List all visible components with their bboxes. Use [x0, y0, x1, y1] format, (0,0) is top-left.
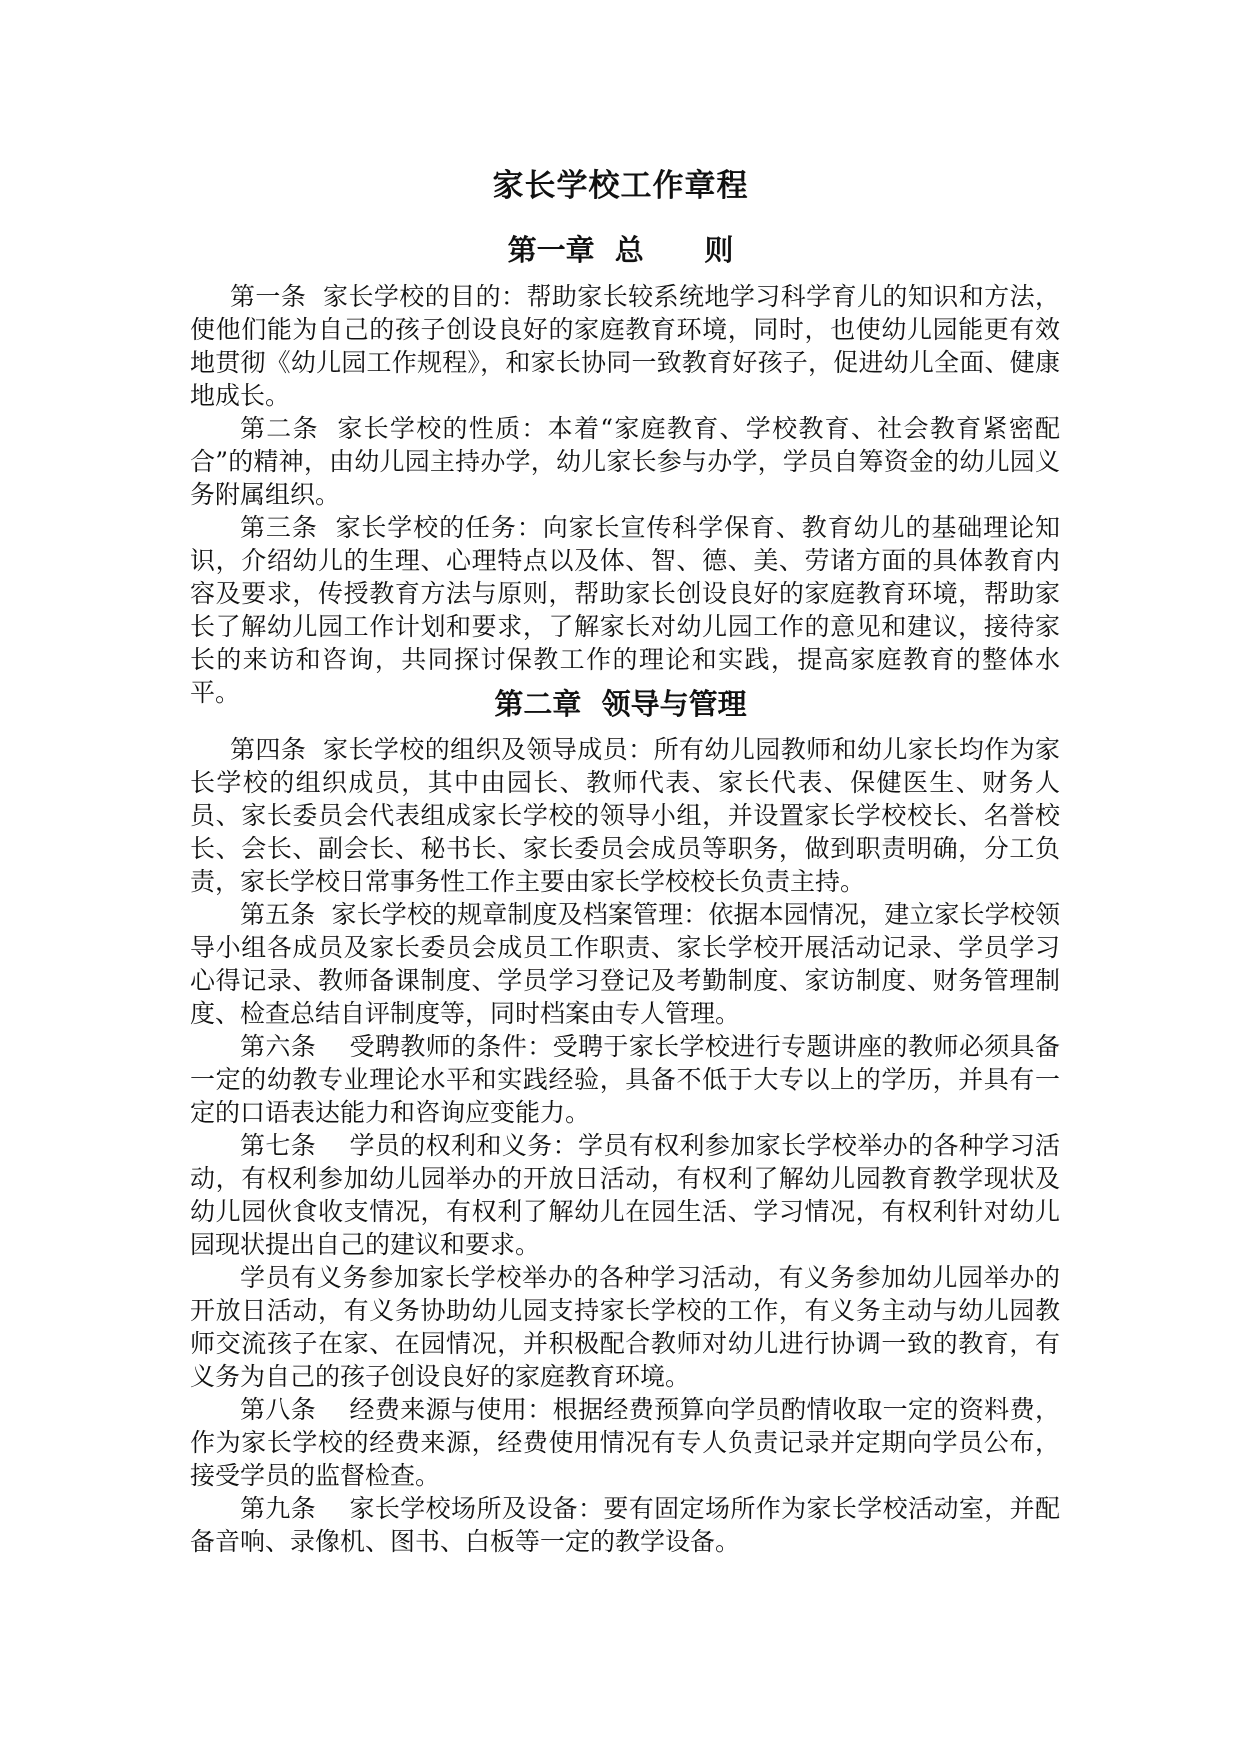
article-7-obligations-paragraph: 学员有义务参加家长学校举办的各种学习活动，有义务参加幼儿园举办的开放日活动，有义务协助幼儿园支持家长学校的工作，有义务主动与幼儿园教师交流孩子在家、在园情况，并积极配合教师对幼儿进行协调一致的教育，有义务为自己的孩子创设良好的家庭教育环境。 — [190, 1263, 1060, 1391]
article-9-paragraph: 第九条 家长学校场所及设备：要有固定场所作为家长学校活动室，并配备音响、录像机、图书、白板等一定的教学设备。 — [190, 1494, 1060, 1556]
article-1-paragraph: 第一条 家长学校的目的：帮助家长较系统地学习科学育儿的知识和方法，使他们能为自己的孩子创设良好的家庭教育环境，同时，也使幼儿园能更有效地贯彻《幼儿园工作规程》，和家长协同一致教育好孩子，促进幼儿全面、健康地成长。 — [190, 282, 1060, 410]
article-2-paragraph: 第二条 家长学校的性质：本着“家庭教育、学校教育、社会教育紧密配合”的精神，由幼儿园主持办学，幼儿家长参与办学，学员自筹资金的幼儿园义务附属组织。 — [190, 414, 1060, 509]
chapter-1-heading: 第一章 总 则 — [507, 233, 734, 267]
chapter-2-heading: 第二章 领导与管理 — [494, 687, 747, 721]
article-4-paragraph: 第四条 家长学校的组织及领导成员：所有幼儿园教师和幼儿家长均作为家长学校的组织成员，其中由园长、教师代表、家长代表、保健医生、财务人员、家长委员会代表组成家长学校的领导小组，并设置家长学校校长、名誉校长、会长、副会长、秘书长、家长委员会成员等职务，做到职责明确，分工负责，家长学校日常事务性工作主要由家长学校校长负责主持。 — [190, 735, 1060, 896]
article-3-paragraph: 第三条 家长学校的任务：向家长宣传科学保育、教育幼儿的基础理论知识，介绍幼儿的生理、心理特点以及体、智、德、美、劳诸方面的具体教育内容及要求，传授教育方法与原则，帮助家长创设良好的家庭教育环境，帮助家长了解幼儿园工作计划和要求，了解家长对幼儿园工作的意见和建议，接待家长的来访和咨询，共同探讨保教工作的理论和实践，提高家庭教育的整体水平。 — [190, 513, 1060, 707]
document-title: 家长学校工作章程 — [492, 168, 749, 204]
article-5-paragraph: 第五条 家长学校的规章制度及档案管理：依据本园情况，建立家长学校领导小组各成员及家长委员会成员工作职责、家长学校开展活动记录、学员学习心得记录、教师备课制度、学员学习登记及考勤制度、家访制度、财务管理制度、检查总结自评制度等，同时档案由专人管理。 — [190, 900, 1060, 1028]
article-8-paragraph: 第八条 经费来源与使用：根据经费预算向学员酌情收取一定的资料费，作为家长学校的经费来源，经费使用情况有专人负责记录并定期向学员公布，接受学员的监督检查。 — [190, 1395, 1060, 1490]
article-6-paragraph: 第六条 受聘教师的条件：受聘于家长学校进行专题讲座的教师必须具备一定的幼教专业理论水平和实践经验，具备不低于大专以上的学历，并具有一定的口语表达能力和咨询应变能力。 — [190, 1032, 1060, 1127]
article-7-paragraph: 第七条 学员的权利和义务：学员有权利参加家长学校举办的各种学习活动，有权利参加幼儿园举办的开放日活动，有权利了解幼儿园教育教学现状及幼儿园伙食收支情况，有权利了解幼儿在园生活、学习情况，有权利针对幼儿园现状提出自己的建议和要求。 — [190, 1131, 1060, 1259]
